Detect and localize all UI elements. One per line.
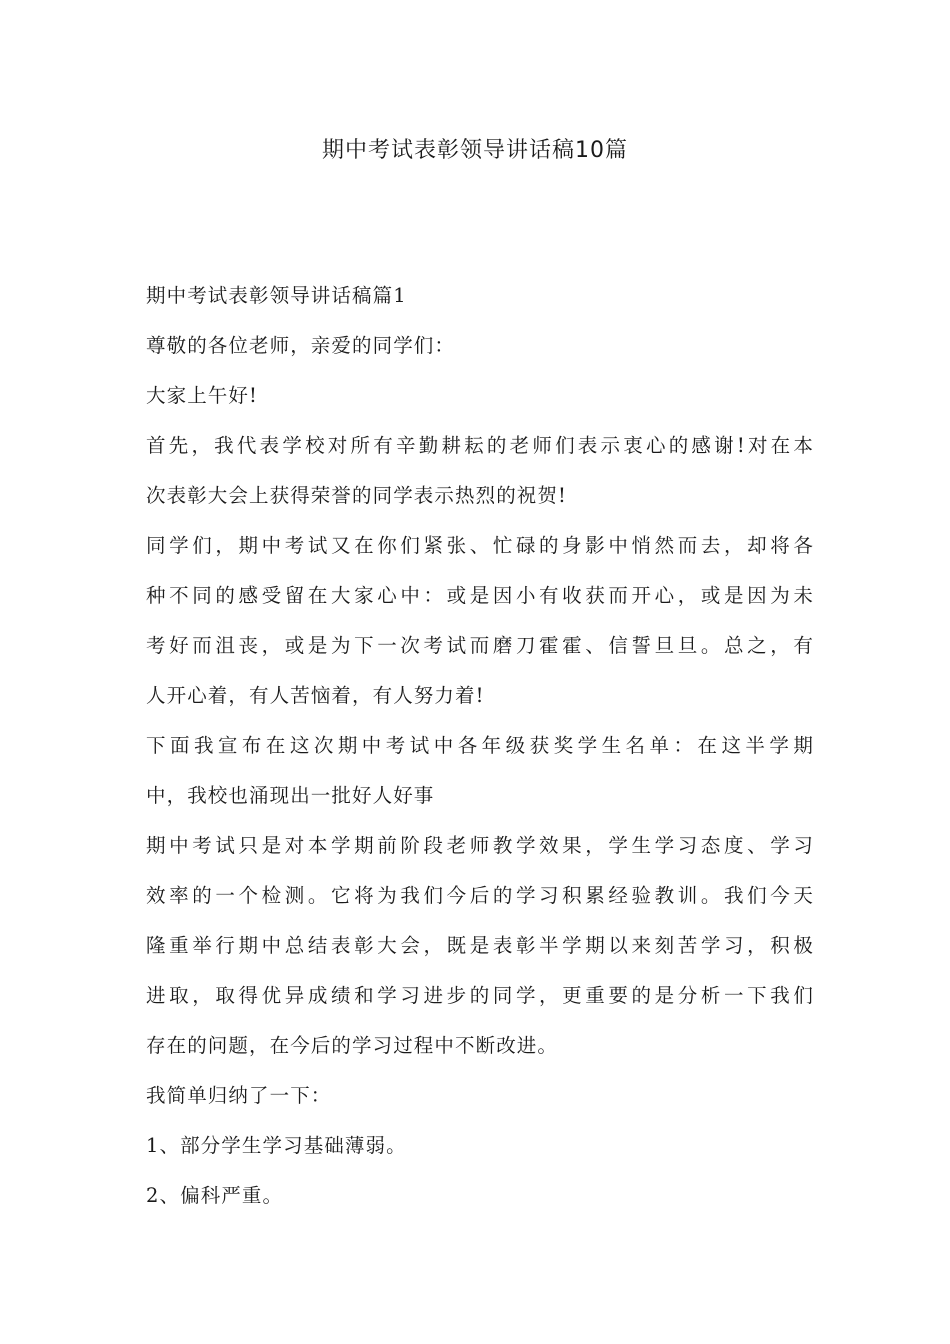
body-line: 次表彰大会上获得荣誉的同学表示热烈的祝贺! xyxy=(146,484,567,507)
body-line: 中，我校也涌现出一批好人好事 xyxy=(146,784,435,807)
document-body xyxy=(146,281,814,1231)
body-line: 人开心着，有人苦恼着，有人努力着! xyxy=(146,684,485,707)
greeting: 大家上午好! xyxy=(146,384,258,407)
body-line: 期中考试只是对本学期前阶段老师教学效果，学生学习态度、学习 xyxy=(146,834,814,857)
body-line: 下面我宣布在这次期中考试中各年级获奖学生名单：在这半学期 xyxy=(146,734,814,757)
body-line: 首先，我代表学校对所有辛勤耕耘的老师们表示衷心的感谢!对在本 xyxy=(146,434,814,457)
list-item: 2、偏科严重。 xyxy=(146,1184,284,1207)
body-line: 隆重举行期中总结表彰大会，既是表彰半学期以来刻苦学习，积极 xyxy=(146,934,814,957)
body-line: 效率的一个检测。它将为我们今后的学习积累经验教训。我们今天 xyxy=(146,884,814,907)
body-line: 我简单归纳了一下： xyxy=(146,1084,332,1107)
body-line: 同学们，期中考试又在你们紧张、忙碌的身影中悄然而去，却将各 xyxy=(146,534,814,557)
list-item: 1、部分学生学习基础薄弱。 xyxy=(146,1134,407,1157)
body-line: 考好而沮丧，或是为下一次考试而磨刀霍霍、信誓旦旦。总之，有 xyxy=(146,634,814,657)
salutation: 尊敬的各位老师，亲爱的同学们： xyxy=(146,334,456,357)
body-line: 种不同的感受留在大家心中：或是因小有收获而开心，或是因为未 xyxy=(146,584,814,607)
body-line: 进取，取得优异成绩和学习进步的同学，更重要的是分析一下我们 xyxy=(146,984,814,1007)
document-title: 期中考试表彰领导讲话稿10篇 xyxy=(322,138,628,163)
body-line: 存在的问题，在今后的学习过程中不断改进。 xyxy=(146,1034,559,1057)
section-heading: 期中考试表彰领导讲话稿篇1 xyxy=(146,284,407,307)
